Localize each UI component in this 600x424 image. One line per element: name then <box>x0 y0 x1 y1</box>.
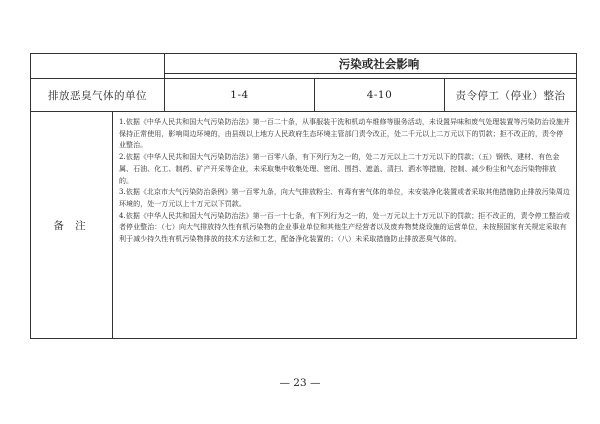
remarks-label: 备 注 <box>53 219 90 232</box>
level-1-cell: 1-4 <box>230 89 249 101</box>
header-divider <box>164 73 576 74</box>
measure-cell: 责令停工（停业）整治 <box>455 89 566 102</box>
remark-item: 2.依据《中华人民共和国大气污染防治法》第一百零八条，有下列行为之一的，处二万元以上二十万元以下的罚款；（五）钢铁、建材、有色金属、石油、化工、制药、矿产开采等企业，未采取集中收集处理、密闭、围挡、遮盖、清扫、洒水等措施，控制、减少粉尘和气态污染物排放的。 <box>119 153 560 185</box>
impact-header: 污染或社会影响 <box>338 56 420 71</box>
table-border-right <box>576 53 577 339</box>
table-border-top <box>30 53 576 54</box>
remark-item: 3.依据《北京市大气污染防治条例》第一百零九条，向大气排放粉尘、有毒有害气体的单位，未安装净化装置或者采取其他措施防止排放污染周边环境的，处一万元以上十万元以下罚款。 <box>119 188 570 208</box>
remarks-divider <box>112 111 113 339</box>
unit-cell: 排放恶臭气体的单位 <box>48 89 147 102</box>
page-number: — 23 — <box>279 377 321 389</box>
remarks-content <box>117 117 572 246</box>
remark-item: 1.依据《中华人民共和国大气污染防治法》第一百二十条，从事服装干洗和机动车维修等服务活动，未设置异味和废气处理装置等污染防治设施并保持正常使用，影响周边环境的，由县级以上地方人民政府生态环境主管部门责令改正，处二千元以上二万元以下的罚款；拒不改正的，责令停业整治。 <box>119 118 570 150</box>
level-2-cell: 4-10 <box>366 89 393 101</box>
remark-item: 4.依据《中华人民共和国大气污染防治法》第一百一十七条，有下列行为之一的，处一万元以上十万元以下的罚款；拒不改正的，责令停工整治或者停业整治：（七）向大气排放持久性有机污染物的企业事业单位和其他生产经营者以及废弃物焚烧设施的运营单位，未按照国家有关规定采取有利于减少持久性有机污染物排放的技术方法和工艺，配备净化装置的；（八）未采取措施防止排放恶臭气体的。 <box>119 211 570 244</box>
